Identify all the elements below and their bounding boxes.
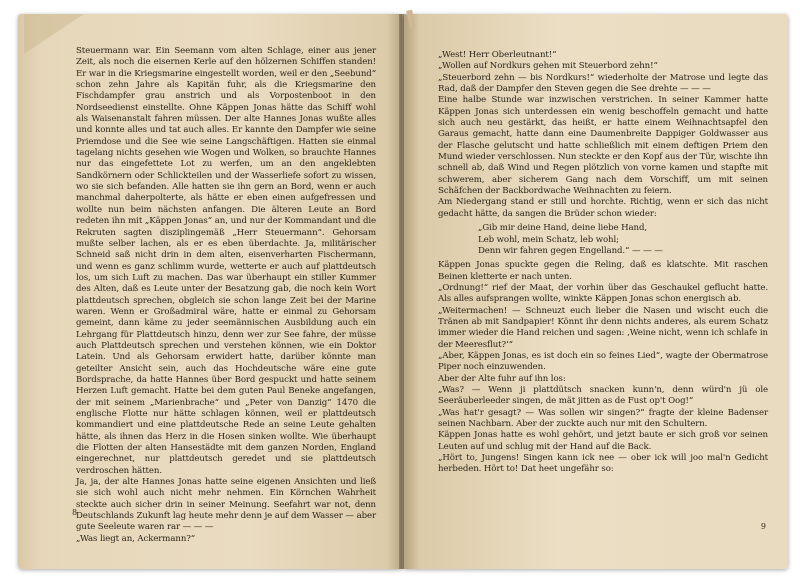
page-corner-fold [24,14,84,54]
paragraph: Steuermann war. Ein Seemann vom alten Schlage, einer aus jener Zeit, als noch die eisernen Kerle auf den hölzernen Schiffen standen! Er war in die Kriegsmarine eingestellt worden, weil er den „Seebund“ schon zehn Jahre als Kapitän fuhr, als die Kriegsmarine den Fischdampfer grau anstrich und als Vorpostenboot in den Nordseedienst einstellte. Ohne Käppen Jonas hätte das Schiff wohl als Waisenanstalt fahren müssen. Der alte Hannes Jonas wußte alles und konnte alles und tat auch alles. Er kannte den Dampfer wie seine Priemdose und die See wie seine Langschäftigen. Hatten sie einmal tagelang nichts gesehen wie Wogen und Wolken, so brauchte Hannes nur das eingefettete Lot zu werfen, um an den angeklebten Sandkörnern oder Schlickteilen und der Wasserliefe sofort zu wissen, wo sie sich befanden. Alle hatten sie ihn gern an Bord, wenn er auch manchmal daherpolterte, als hätte er eben einen aufgefressen und wollte nun beim nächsten anfangen. Die älteren Leute an Bord redeten ihn mit „Käppen Jonas“ an, und nur der Kommandant und die Rekruten sagten disziplingemäß „Herr Steuermann“. Gehorsam mußte selber lachen, als er es eben überdachte. Ja, militärischer Schneid saß nicht drin in dem alten, eisenverharten Fischermann, und wenn es ganz schlimm wurde, wetterte er auch auf plattdeutsch los, um sich Luft zu machen. Das war überhaupt ein stiller Kummer des Alten, daß es Leute unter der Besatzung gab, die noch kein Wort plattdeutsch sprechen, obgleich sie schon lange Zeit bei der Marine waren. Wenn er Großadmiral wäre, hatte er einmal zu Gehorsam gemeint, dann käme zu jeder seemännischen Ausbildung auch ein Lehrgang für Plattdeutsch hinzu, denn wer zur See fahre, der müsse auch Plattdeutsch sprechen und verstehen können, wie ein Doktor Latein. Und als Gehorsam erwidert hatte, darüber könnte man geteilter Ansicht sein, auch das Hochdeutsche wäre eine gute Bordsprache, da hatte Hannes über Bord gespuckt und hatte seinem Herzen Luft gemacht. Hatte bei dem guten Paul Beneke angefangen, der mit seinem „Marienbrache“ und „Peter von Danzig“ 1470 die englische Flotte nur hätte schlagen können, weil er plattdeutsch kommandiert und eine plattdeutsche Rede an seine Leute gehalten hätte, als ihnen das Herz in die Hosen sinken wollte. Wie überhaupt die Flotten der alten Hansestädte mit dem ganzen Norden, England eingerechnet, nur plattdeutsch geredet und sie plattdeutsch verdroschen hätten. [76,46,376,476]
paragraph: „Steuerbord zehn — bis Nordkurs!“ wiederholte der Matrose und legte das Rad, daß der Dampfer den Steven gegen die See drehte — — — [438,72,768,95]
paragraph: „Ordnung!“ rief der Maat, der vorhin über das Geschaukel geflucht hatte. Als alles aufsprangen wollte, winkte Käppen Jonas schon energisch ab. [438,282,768,305]
paragraph: Käppen Jonas hatte es wohl gehört, und jetzt baute er sich groß vor seinen Leuten auf und schlug mit der Hand auf die Back. [438,430,768,452]
paragraph: „Aber, Käppen Jonas, es ist doch ein so feines Lied“, wagte der Obermatrose Piper noch einzuwenden. [438,350,768,373]
paragraph: Aber der Alte fuhr auf ihn los: [438,373,566,384]
paragraph: „Wollen auf Nordkurs gehen mit Steuerbord zehn!“ [438,61,658,72]
paragraph: „Was liegt an, Ackermann?“ [76,533,196,544]
open-book [18,14,788,569]
song-verse [478,223,768,257]
paragraph: „Weitermachen! — Schneuzt euch lieber die Nasen und wischt euch die Tränen ab mit Sandpapier! Könnt ihr denn nichts anderes, als eurem Schatz immer wieder die Hand reichen und sagen: ‚Weine nicht, wenn ich schlafe in der Meeresflut?‘“ [438,305,768,350]
verse-line: Denn wir fahren gegen Engelland.“ — — — [478,245,663,256]
paragraph: „West! Herr Oberleutnant!“ [438,50,557,60]
right-page [404,14,788,569]
paragraph: Käppen Jonas spuckte gegen die Reling, daß es klatschte. Mit raschen Beinen kletterte er nach unten. [438,260,768,282]
paragraph: „Was hat'r gesagt? — Was sollen wir singen?“ fragte der kleine Badenser seinen Nachbarn. Aber der zuckte auch nur mit den Schultern. [438,407,768,429]
page-number-right: 9 [760,522,766,531]
paragraph: Ja, ja, der alte Hannes Jonas hatte seine eigenen Ansichten und ließ sie sich wohl auch nicht mehr nehmen. Ein Körnchen Wahrheit steckte auch sicher drin in seiner Meinung. Seefahrt war not, denn Deutschlands Zukunft lag heute mehr denn je auf dem Wasser — aber gute Seeleute waren rar — — — [76,477,376,533]
verse-line: Leb wohl, mein Schatz, leb wohl; [478,234,619,245]
paragraph: „Was? — Wenn ji plattdütsch snacken kunn'n, denn würd'n jü ole Seeräuberleeder singen, de mät jitten as de Fust op't Oog!“ [438,384,768,407]
page-number-left: 8 [72,508,78,517]
verse-line: „Gib mir deine Hand, deine liebe Hand, [478,223,648,234]
paragraph: „Hört to, Jungens! Singen kann ick nee — ober ick will joo mal'n Gedicht herbeden. Hört to! Dat heet ungefähr so: [438,453,768,475]
left-page [18,14,402,569]
right-page-text [438,50,768,476]
paragraph: Am Niedergang stand er still und horchte. Richtig, wenn er sich das nicht gedacht hätte, da sangen die Brüder schon wieder: [438,197,768,219]
paragraph: Eine halbe Stunde war inzwischen verstrichen. In seiner Kammer hatte Käppen Jonas sich unterdessen ein wenig beschoffeln gemacht und hatte sich auch neu gestärkt, das heißt, er hatte einem Weihnachtsapfel den Garaus gemacht, hatte dann eine Daumenbreite Dappiger Goldwasser aus der Flasche gelutscht und hatte schließlich mit einem deftigen Priem den Mund wieder verschlossen. Nun steckte er den Kopf aus der Tür, wischte ihn schnell ab, daß Wind und Regen plötzlich von vorne kamen und stapfte mit schwerem, aber sicherem Gang nach dem Vorschiff, um mit seinen Schäfchen der Backbordwache Weihnachten zu feiern. [438,95,768,197]
left-page-text [76,46,376,545]
